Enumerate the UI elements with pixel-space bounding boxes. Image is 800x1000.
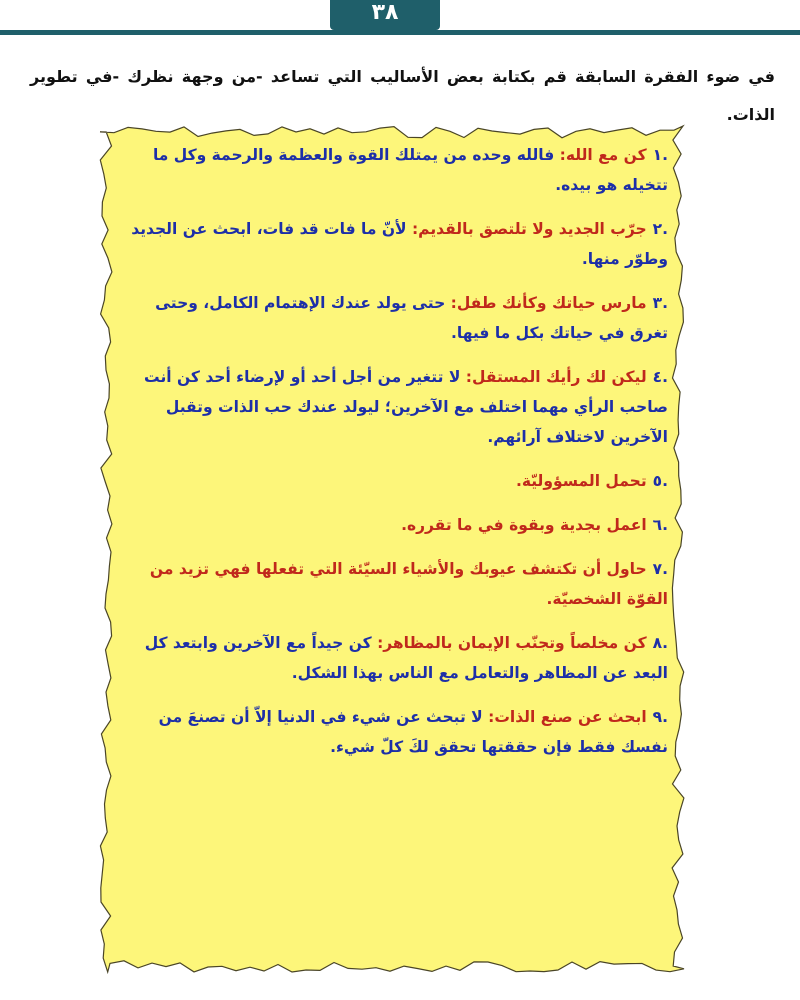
- item-number: .٥: [652, 472, 668, 490]
- list-item: [120, 362, 668, 452]
- item-body: اعمل بجدية وبقوة في ما تقرره.: [401, 516, 647, 534]
- list-item: [120, 554, 668, 614]
- item-number: .٩: [652, 708, 668, 726]
- item-number: .٦: [652, 516, 668, 534]
- list-item: [120, 288, 668, 348]
- item-heading: حاول أن تكتشف عيوبك والأشياء السيّئة التي تفعلها فهي تزيد من القوّة الشخصيّة.: [149, 560, 668, 608]
- item-number: .١: [652, 146, 668, 164]
- item-body: فالله وحده من يمتلك القوة والعظمة والرحمة وكل ما تتخيله هو بيده.: [152, 146, 668, 194]
- list-item: [120, 628, 668, 688]
- item-heading: جرّب الجديد ولا تلتصق بالقديم:: [411, 220, 647, 238]
- list-item: [120, 214, 668, 274]
- list-item: [120, 466, 668, 496]
- header-rule: [0, 30, 800, 35]
- item-number: .٧: [652, 560, 668, 578]
- item-number: .٣: [652, 294, 668, 312]
- intro-paragraph: في ضوء الفقرة السابقة قم بكتابة بعض الأساليب التي تساعد -من وجهة نظرك -في تطوير الذات.: [30, 67, 775, 124]
- item-heading: كن مع الله:: [559, 146, 647, 164]
- item-heading: مارس حياتك وكأنك طفل:: [450, 294, 647, 312]
- tips-list: [120, 140, 668, 776]
- item-heading: كن مخلصاً وتجنّب الإيمان بالمظاهر:: [377, 634, 647, 652]
- item-body: لا تتغير من أجل أحد أو لإرضاء أحد كن أنت صاحب الرأي مهما اختلف مع الآخرين؛ ليولد عندك حب الذات وتقبل الآخرين لاختلاف آرائهم.: [144, 368, 668, 446]
- item-number: .٢: [652, 220, 668, 238]
- item-body: تحمل المسؤوليّة.: [515, 472, 647, 490]
- item-number: .٤: [652, 368, 668, 386]
- item-body: لا تبحث عن شيء في الدنيا إلاّ أن تصنعَ من نفسك فقط فإن حققتها تحقق لكَ كلّ شيء.: [158, 708, 668, 756]
- list-item: [120, 510, 668, 540]
- list-item: [120, 140, 668, 200]
- item-body: لأنّ ما فات قد فات، ابحث عن الجديد وطوّر منها.: [131, 220, 668, 268]
- item-number: .٨: [652, 634, 668, 652]
- item-heading: ليكن لك رأيك المستقل:: [465, 368, 647, 386]
- item-body: كن جيداً مع الآخرين وابتعد كل البعد عن المظاهر والتعامل مع الناس بهذا الشكل.: [144, 634, 668, 682]
- page-number: ٣٨: [330, 0, 440, 30]
- item-body: حتى يولد عندك الإهتمام الكامل، وحتى تغرق في حياتك بكل ما فيها.: [155, 294, 668, 342]
- list-item: [120, 702, 668, 762]
- item-heading: ابحث عن صنع الذات:: [488, 708, 647, 726]
